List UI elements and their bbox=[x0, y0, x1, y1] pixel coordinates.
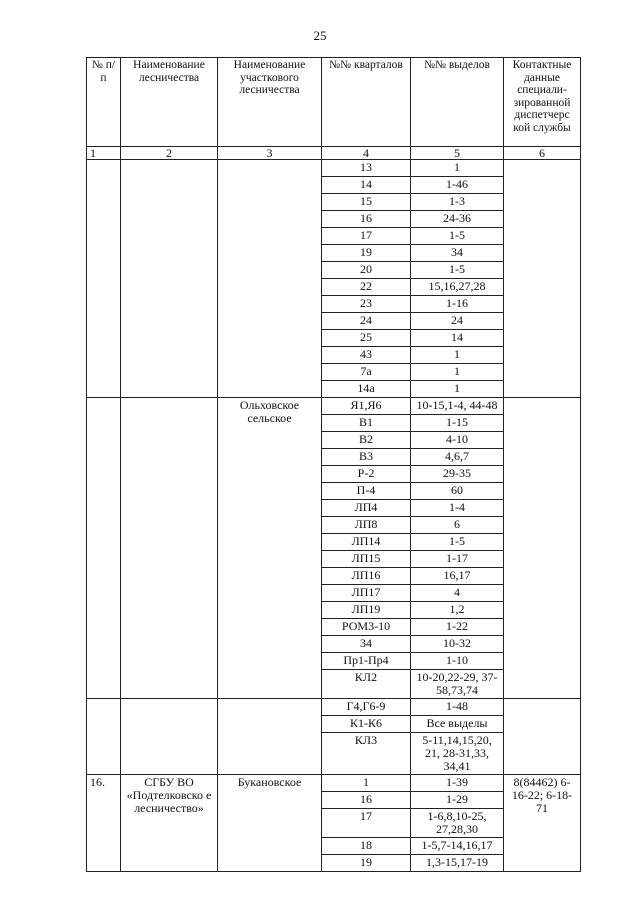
quarter-cell: 1 bbox=[322, 775, 411, 792]
allotment-cell: 1-5 bbox=[411, 534, 504, 551]
column-number-row bbox=[87, 147, 581, 160]
quarter-cell: КЛ3 bbox=[322, 733, 411, 775]
row-number-cell bbox=[87, 398, 121, 699]
quarter-cell: 14 bbox=[322, 177, 411, 194]
quarter-cell: 15 bbox=[322, 194, 411, 211]
quarter-cell: КЛ2 bbox=[322, 670, 411, 699]
quarter-cell: 25 bbox=[322, 330, 411, 347]
allotment-cell: 4-10 bbox=[411, 432, 504, 449]
quarter-cell: К1-К6 bbox=[322, 716, 411, 733]
allotment-cell: 1-16 bbox=[411, 296, 504, 313]
quarter-cell: Р-2 bbox=[322, 466, 411, 483]
forestry-table bbox=[86, 57, 581, 872]
quarter-cell: ЛП15 bbox=[322, 551, 411, 568]
allotment-cell: 24 bbox=[411, 313, 504, 330]
district-cell: Букановское bbox=[218, 775, 322, 872]
header-cell: Наименование участкового лесничества bbox=[218, 58, 322, 147]
page-number: 25 bbox=[313, 28, 327, 43]
quarter-cell: 18 bbox=[322, 838, 411, 855]
header-cell: № п/п bbox=[87, 58, 121, 147]
quarter-cell: ЛП14 bbox=[322, 534, 411, 551]
quarter-cell: 24 bbox=[322, 313, 411, 330]
allotment-cell: 24-36 bbox=[411, 211, 504, 228]
allotment-cell: 1 bbox=[411, 160, 504, 177]
allotment-cell: 16,17 bbox=[411, 568, 504, 585]
quarter-cell: Я1,Я6 bbox=[322, 398, 411, 415]
allotment-cell: 1-22 bbox=[411, 619, 504, 636]
allotment-cell: 1-48 bbox=[411, 699, 504, 716]
table-row bbox=[87, 160, 581, 177]
forestry-cell bbox=[121, 160, 218, 398]
header-cell: №№ кварталов bbox=[322, 58, 411, 147]
quarter-cell: 17 bbox=[322, 228, 411, 245]
table-row bbox=[87, 699, 581, 716]
quarter-cell: 17 bbox=[322, 809, 411, 838]
allotment-cell: 1-5 bbox=[411, 228, 504, 245]
district-cell bbox=[218, 699, 322, 775]
table-row bbox=[87, 398, 581, 415]
allotment-cell: 1-39 bbox=[411, 775, 504, 792]
allotment-cell: 1-6,8,10-25, 27,28,30 bbox=[411, 809, 504, 838]
header-row bbox=[87, 58, 581, 147]
row-number-cell bbox=[87, 160, 121, 398]
allotment-cell: 1-5 bbox=[411, 262, 504, 279]
allotment-cell: 1-29 bbox=[411, 792, 504, 809]
quarter-cell: ЛП16 bbox=[322, 568, 411, 585]
allotment-cell: 34 bbox=[411, 245, 504, 262]
column-number: 4 bbox=[322, 147, 411, 160]
allotment-cell: 1-15 bbox=[411, 415, 504, 432]
allotment-cell: 4,6,7 bbox=[411, 449, 504, 466]
allotment-cell: 1 bbox=[411, 347, 504, 364]
quarter-cell: 16 bbox=[322, 792, 411, 809]
quarter-cell: 13 bbox=[322, 160, 411, 177]
row-number-cell: 16. bbox=[87, 775, 121, 872]
table-row bbox=[87, 775, 581, 792]
allotment-cell: Все выделы bbox=[411, 716, 504, 733]
allotment-cell: 1-17 bbox=[411, 551, 504, 568]
quarter-cell: Г4,Г6-9 bbox=[322, 699, 411, 716]
allotment-cell: 1-4 bbox=[411, 500, 504, 517]
row-number-cell bbox=[87, 699, 121, 775]
header-cell: №№ выделов bbox=[411, 58, 504, 147]
allotment-cell: 5-11,14,15,20, 21, 28-31,33, 34,41 bbox=[411, 733, 504, 775]
column-number: 5 bbox=[411, 147, 504, 160]
header-cell: Контактные данные специали-зированной диспетчерс кой службы bbox=[504, 58, 581, 147]
column-number: 3 bbox=[218, 147, 322, 160]
quarter-cell: 34 bbox=[322, 636, 411, 653]
contact-cell: 8(84462) 6-16-22; 6-18-71 bbox=[504, 775, 581, 872]
contact-cell bbox=[504, 699, 581, 775]
quarter-cell: 7а bbox=[322, 364, 411, 381]
allotment-cell: 1,2 bbox=[411, 602, 504, 619]
allotment-cell: 1-3 bbox=[411, 194, 504, 211]
quarter-cell: ЛП4 bbox=[322, 500, 411, 517]
allotment-cell: 4 bbox=[411, 585, 504, 602]
quarter-cell: 22 bbox=[322, 279, 411, 296]
allotment-cell: 29-35 bbox=[411, 466, 504, 483]
column-number: 6 bbox=[504, 147, 581, 160]
allotment-cell: 14 bbox=[411, 330, 504, 347]
quarter-cell: 19 bbox=[322, 245, 411, 262]
quarter-cell: В1 bbox=[322, 415, 411, 432]
quarter-cell: Пр1-Пр4 bbox=[322, 653, 411, 670]
quarter-cell: 19 bbox=[322, 855, 411, 872]
district-cell bbox=[218, 160, 322, 398]
district-cell: Ольховское сельское bbox=[218, 398, 322, 699]
forestry-cell bbox=[121, 699, 218, 775]
allotment-cell: 1 bbox=[411, 381, 504, 398]
contact-cell bbox=[504, 160, 581, 398]
allotment-cell: 10-32 bbox=[411, 636, 504, 653]
column-number: 2 bbox=[121, 147, 218, 160]
forestry-cell bbox=[121, 398, 218, 699]
quarter-cell: РОМ3-10 bbox=[322, 619, 411, 636]
quarter-cell: ЛП19 bbox=[322, 602, 411, 619]
quarter-cell: 16 bbox=[322, 211, 411, 228]
allotment-cell: 1 bbox=[411, 364, 504, 381]
allotment-cell: 1-5,7-14,16,17 bbox=[411, 838, 504, 855]
header-cell: Наименование лесничества bbox=[121, 58, 218, 147]
allotment-cell: 1-46 bbox=[411, 177, 504, 194]
quarter-cell: 23 bbox=[322, 296, 411, 313]
allotment-cell: 6 bbox=[411, 517, 504, 534]
quarter-cell: 43 bbox=[322, 347, 411, 364]
quarter-cell: В3 bbox=[322, 449, 411, 466]
allotment-cell: 1-10 bbox=[411, 653, 504, 670]
allotment-cell: 60 bbox=[411, 483, 504, 500]
forestry-cell: СГБУ ВО «Подтелковско е лесничество» bbox=[121, 775, 218, 872]
column-number: 1 bbox=[87, 147, 121, 160]
quarter-cell: 20 bbox=[322, 262, 411, 279]
allotment-cell: 10-15,1-4, 44-48 bbox=[411, 398, 504, 415]
allotment-cell: 1,3-15,17-19 bbox=[411, 855, 504, 872]
quarter-cell: ЛП8 bbox=[322, 517, 411, 534]
contact-cell bbox=[504, 398, 581, 699]
allotment-cell: 15,16,27,28 bbox=[411, 279, 504, 296]
quarter-cell: 14а bbox=[322, 381, 411, 398]
allotment-cell: 10-20,22-29, 37-58,73,74 bbox=[411, 670, 504, 699]
quarter-cell: ЛП17 bbox=[322, 585, 411, 602]
quarter-cell: В2 bbox=[322, 432, 411, 449]
quarter-cell: П-4 bbox=[322, 483, 411, 500]
